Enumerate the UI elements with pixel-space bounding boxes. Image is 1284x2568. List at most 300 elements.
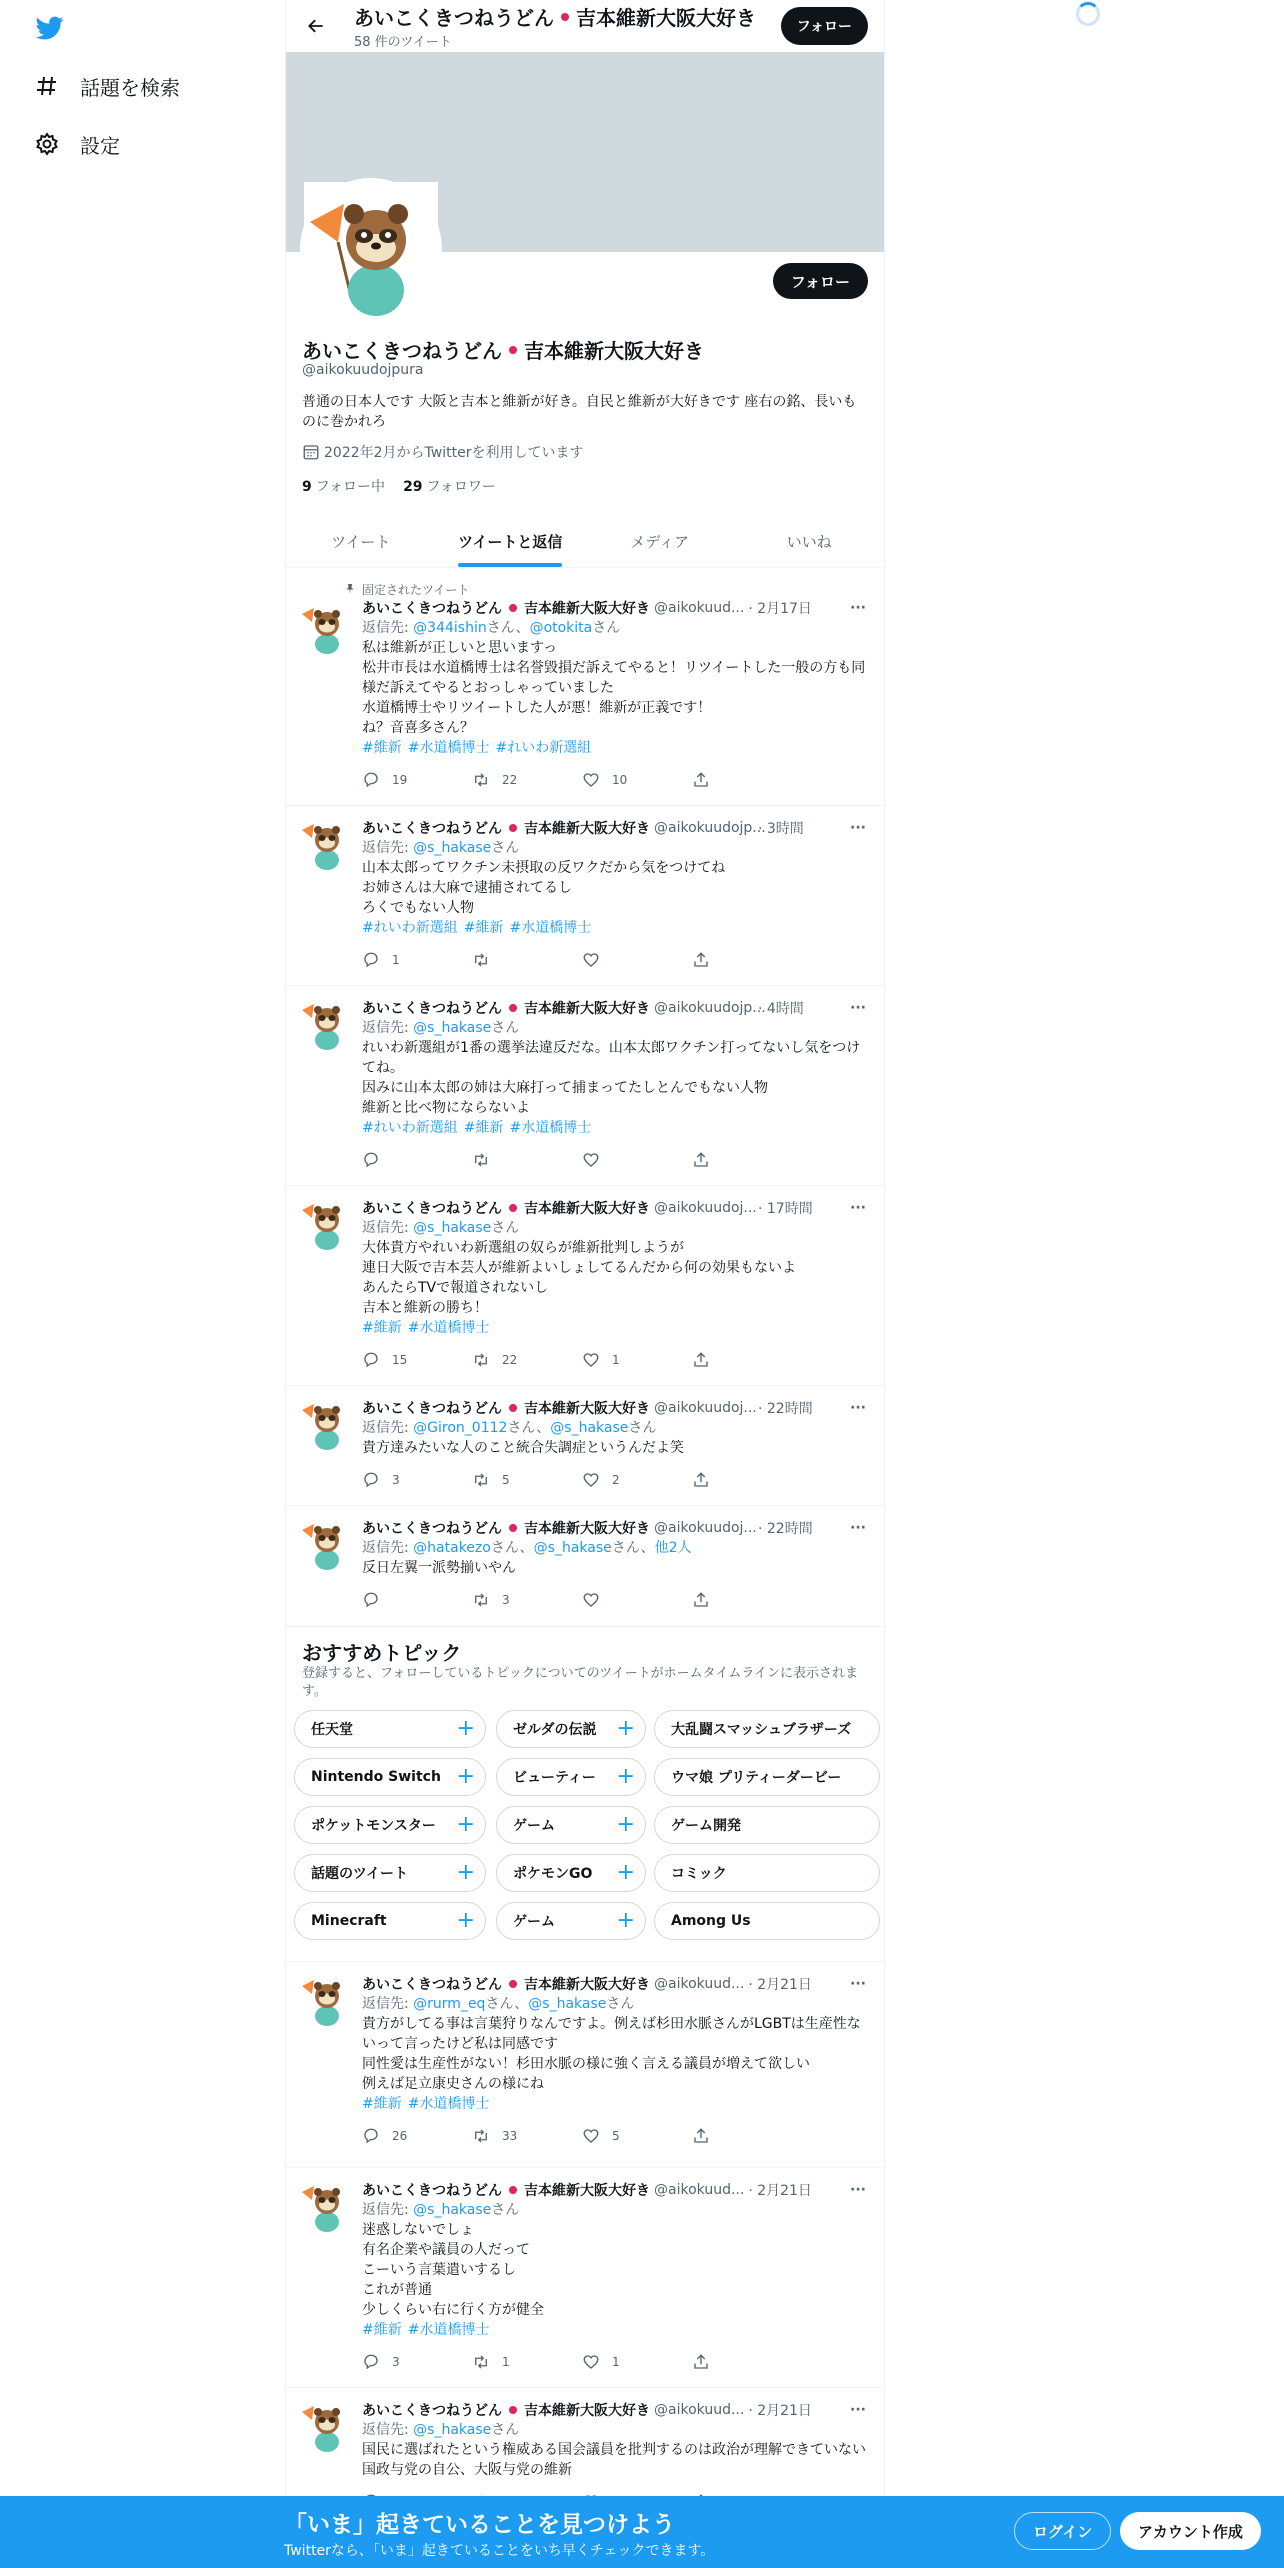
tweet-timestamp[interactable]: · 17時間 <box>758 1201 813 1217</box>
plus-icon[interactable]: + <box>456 1812 475 1837</box>
reply-to <box>362 1418 868 1438</box>
topic-chip[interactable] <box>294 1710 486 1748</box>
author-name-text: あいこくきつねうどん <box>362 601 502 617</box>
plus-icon[interactable]: + <box>616 1908 635 1933</box>
reply-to <box>362 618 868 638</box>
tweet-header <box>362 2400 868 2420</box>
gear-icon <box>34 131 60 157</box>
retweet-button[interactable] <box>472 1150 582 1170</box>
topic-chip-label: Minecraft <box>311 1913 387 1929</box>
tweet-header <box>362 1518 868 1538</box>
hashtag-link[interactable]: #維新 <box>362 2322 402 2338</box>
author-name[interactable] <box>362 1398 650 1418</box>
profile-bio: 普通の日本人です 大阪と吉本と維新が好き。自民と維新が大好きです 座右の銘、長いものに巻かれろ <box>302 394 857 430</box>
reply-separator: 、 <box>514 1996 529 2012</box>
profile-tabs <box>286 516 884 568</box>
hashtag-link[interactable]: #維新 <box>463 1120 504 1136</box>
topic-chip[interactable] <box>496 1854 646 1892</box>
like-button[interactable] <box>582 1150 692 1170</box>
more-options-icon[interactable]: ··· <box>850 600 866 616</box>
author-name-text: あいこくきつねうどん <box>362 1001 502 1017</box>
reply-to-san: さん <box>606 1996 635 2012</box>
loading-spinner-icon <box>1076 2 1100 26</box>
retweet-button[interactable] <box>472 2126 582 2146</box>
topic-chip[interactable] <box>654 1758 880 1796</box>
plus-icon[interactable]: + <box>616 1860 635 1885</box>
japan-flag-icon <box>506 1001 520 1015</box>
author-handle[interactable]: @aikokuud... <box>654 600 745 616</box>
author-name-text: あいこくきつねうどん <box>362 1521 502 1537</box>
tweet-actions <box>362 1150 802 1170</box>
profile-avatar[interactable] <box>300 178 442 320</box>
more-options-icon[interactable]: ··· <box>850 1976 866 1992</box>
reply-to-san: さん <box>485 1996 515 2012</box>
topics-subtitle: 登録すると、フォローしているトピックについてのツイートがホームタイムラインに表示されます。 <box>302 1666 859 1699</box>
avatar[interactable] <box>300 1198 350 1248</box>
share-icon <box>692 1351 710 1369</box>
pin-icon <box>336 583 362 595</box>
tweet-timestamp[interactable]: · 2月21日 <box>748 2403 812 2419</box>
reply-separator: 、 <box>515 620 530 636</box>
retweets-count: 22 <box>502 1353 518 1367</box>
reply-to <box>362 2420 868 2440</box>
hashtag-link[interactable]: #水道橋博士 <box>407 2096 490 2112</box>
reply-to-prefix: 返信先: <box>362 620 414 636</box>
heart-icon <box>582 951 600 969</box>
hashtags <box>362 2094 868 2114</box>
tweet-actions <box>362 1350 802 1370</box>
like-button[interactable] <box>582 1590 692 1610</box>
reply-to-user-link[interactable]: @s_hakase <box>413 1220 492 1236</box>
reply-to <box>362 838 868 858</box>
tweet[interactable] <box>286 568 884 806</box>
topic-chip-label: ウマ娘 プリティーダービー <box>671 1770 842 1786</box>
profile-joined <box>302 442 583 462</box>
japan-flag-icon <box>558 10 572 24</box>
tweet[interactable] <box>286 1506 884 1627</box>
twitter-logo-icon[interactable] <box>34 14 66 42</box>
author-name[interactable] <box>362 1518 650 1538</box>
share-icon <box>692 1591 710 1609</box>
nav-settings-label: 設定 <box>80 133 120 158</box>
retweet-icon <box>472 2353 490 2371</box>
tweet-actions <box>362 2126 802 2146</box>
replies-count: 3 <box>392 2355 400 2369</box>
profile-name-text: あいこくきつねうどん <box>302 339 502 363</box>
heart-icon <box>582 1151 600 1169</box>
topic-chip[interactable] <box>654 1710 880 1748</box>
share-icon <box>692 2353 710 2371</box>
topic-chip-label: 任天堂 <box>311 1722 353 1738</box>
retweet-icon <box>472 771 490 789</box>
plus-icon[interactable]: + <box>456 1860 475 1885</box>
plus-icon[interactable]: + <box>616 1764 635 1789</box>
tweet-text-line: 維新と比べ物にならないよ <box>362 1100 530 1116</box>
tweet-text-line: 貴方がしてる事は言葉狩りなんですよ。例えば杉田水脈さんがLGBTは生産性ないって言ったけど私は同感です <box>362 2016 861 2052</box>
tweet-header <box>362 1974 868 1994</box>
author-name-suffix: 吉本維新大阪大好き <box>524 1521 650 1537</box>
retweets-count: 5 <box>502 1473 510 1487</box>
author-name-text: あいこくきつねうどん <box>362 1201 502 1217</box>
pinned-label <box>336 580 868 598</box>
tweet-header <box>362 998 868 1018</box>
pinned-label-text: 固定されたツイート <box>362 582 470 597</box>
retweet-button[interactable] <box>472 1350 582 1370</box>
reply-to-user-link[interactable]: @s_hakase <box>413 2422 492 2438</box>
tweet-text-line: 山本太郎ってワクチン未摂取の反ワクだから気をつけてね <box>362 860 726 876</box>
hashtag-link[interactable]: #維新 <box>463 920 504 936</box>
tweet-header <box>362 598 868 618</box>
like-button[interactable] <box>582 1350 692 1370</box>
reply-to-san: さん <box>491 2202 520 2218</box>
following-label: フォロー中 <box>315 479 386 495</box>
reply-to-user-link[interactable]: @s_hakase <box>550 1420 629 1436</box>
topics-title: おすすめトピック <box>302 1641 462 1665</box>
topic-chip[interactable] <box>654 1902 880 1940</box>
retweets-count: 22 <box>502 773 518 787</box>
reply-button[interactable] <box>362 950 472 970</box>
reply-to-user-link[interactable]: @otokita <box>529 620 593 636</box>
hashtag-link[interactable]: #水道橋博士 <box>509 920 592 936</box>
plus-icon[interactable]: + <box>616 1716 635 1741</box>
reply-to-user-link[interactable]: @s_hakase <box>413 2202 492 2218</box>
signup-prompt-subtitle: Twitterなら、「いま」起きていることをいち早くチェックできます。 <box>284 2543 715 2559</box>
reply-to-user-link[interactable]: @s_hakase <box>413 840 492 856</box>
topic-chip-label: コミック <box>671 1866 727 1882</box>
topic-chip[interactable] <box>294 1806 486 1844</box>
header-follow-button[interactable]: フォロー <box>781 7 868 45</box>
author-handle[interactable]: @aikokuudojp... <box>654 1000 766 1016</box>
tweet-timestamp[interactable]: · 2月21日 <box>748 1977 812 1993</box>
more-options-icon[interactable]: ··· <box>850 1200 866 1216</box>
tweet-body <box>362 1518 868 1610</box>
tweet-actions <box>362 950 802 970</box>
author-handle[interactable]: @aikokuudojp... <box>654 820 766 836</box>
reply-to <box>362 1994 868 2014</box>
reply-icon <box>362 1591 380 1609</box>
tweet[interactable] <box>286 986 884 1186</box>
avatar[interactable] <box>300 2180 350 2230</box>
reply-button[interactable] <box>362 770 472 790</box>
replies-count: 3 <box>392 1473 400 1487</box>
share-button[interactable] <box>692 2126 802 2146</box>
reply-to-user-link[interactable]: @hatakezo <box>413 1540 491 1556</box>
like-button[interactable] <box>582 2126 692 2146</box>
login-button[interactable]: ログイン <box>1014 2512 1111 2550</box>
heart-icon <box>582 771 600 789</box>
japan-flag-icon <box>506 1201 520 1215</box>
author-name[interactable] <box>362 1198 650 1218</box>
tweet-body <box>362 1974 868 2146</box>
replies-count: 19 <box>392 773 408 787</box>
author-name[interactable] <box>362 598 650 618</box>
topic-chip[interactable] <box>496 1710 646 1748</box>
reply-icon <box>362 951 380 969</box>
tweet-timestamp[interactable]: · 2月17日 <box>748 601 812 617</box>
share-button[interactable] <box>692 1590 802 1610</box>
retweet-button[interactable] <box>472 950 582 970</box>
like-button[interactable] <box>582 770 692 790</box>
author-handle[interactable]: @aikokuud... <box>654 2402 745 2418</box>
share-button[interactable] <box>692 1150 802 1170</box>
tweet-actions <box>362 2352 802 2372</box>
header-name <box>354 2 774 31</box>
tweet-text-line: 有名企業や議員の人だって <box>362 2242 530 2258</box>
reply-icon <box>362 2127 380 2145</box>
heart-icon <box>582 1591 600 1609</box>
share-icon <box>692 951 710 969</box>
reply-to-san: さん <box>486 620 516 636</box>
author-name[interactable] <box>362 998 650 1018</box>
like-button[interactable] <box>582 1470 692 1490</box>
avatar[interactable] <box>300 998 350 1048</box>
avatar[interactable] <box>300 2400 350 2450</box>
likes-count: 1 <box>612 1353 620 1367</box>
japan-flag-icon <box>506 1521 520 1535</box>
profile-handle: @aikokuudojpura <box>302 362 424 378</box>
tweet-timestamp[interactable]: · 3時間 <box>758 821 804 837</box>
hashtag-link[interactable]: #維新 <box>362 2096 402 2112</box>
following-link[interactable] <box>302 476 385 496</box>
author-name-suffix: 吉本維新大阪大好き <box>524 2183 650 2199</box>
reply-to-user-link[interactable]: @s_hakase <box>528 1996 607 2012</box>
retweet-button[interactable] <box>472 1590 582 1610</box>
reply-to-user-link[interactable]: @s_hakase <box>533 1540 612 1556</box>
author-name-text: あいこくきつねうどん <box>362 2183 502 2199</box>
share-button[interactable] <box>692 950 802 970</box>
author-handle[interactable]: @aikokuudoj... <box>654 1400 757 1416</box>
avatar[interactable] <box>300 1974 350 2024</box>
tweet-timestamp[interactable]: · 22時間 <box>758 1521 813 1537</box>
share-icon <box>692 1471 710 1489</box>
hashtag-link[interactable]: #水道橋博士 <box>407 740 490 756</box>
reply-to <box>362 1218 868 1238</box>
japan-flag-icon <box>506 1401 520 1415</box>
tweet[interactable] <box>286 1186 884 1386</box>
tweet-actions <box>362 770 802 790</box>
retweet-icon <box>472 951 490 969</box>
more-options-icon[interactable]: ··· <box>850 2402 866 2418</box>
tweet-text-line: 少しくらい右に行く方が健全 <box>362 2302 544 2318</box>
tweet-text-line: 国政与党の自公、大阪与党の維新 <box>362 2462 572 2478</box>
author-handle[interactable]: @aikokuudoj... <box>654 1520 757 1536</box>
header-tweet-count: 58 件のツイート <box>354 35 452 50</box>
likes-count: 2 <box>612 1473 620 1487</box>
hashtag-link[interactable]: #れいわ新選組 <box>362 1120 458 1136</box>
arrow-left-icon <box>306 16 326 36</box>
tweet-text-line: これが普通 <box>362 2282 432 2298</box>
topic-chip-label: 大乱闘スマッシュブラザーズ <box>671 1722 852 1738</box>
heart-icon <box>582 1351 600 1369</box>
reply-icon <box>362 1351 380 1369</box>
tab-tweets[interactable]: ツイート <box>331 533 391 551</box>
topic-chip[interactable] <box>654 1806 880 1844</box>
japan-flag-icon <box>506 343 520 357</box>
avatar[interactable] <box>300 1398 350 1448</box>
reply-button[interactable] <box>362 1470 472 1490</box>
hashtag-link[interactable]: #れいわ新選組 <box>362 920 458 936</box>
share-button[interactable] <box>692 1470 802 1490</box>
tweet-timestamp[interactable]: · 2月21日 <box>748 2183 812 2199</box>
topic-chip-label: ゲーム <box>513 1818 555 1834</box>
share-button[interactable] <box>692 770 802 790</box>
reply-to-prefix: 返信先: <box>362 2202 414 2218</box>
like-button[interactable] <box>582 950 692 970</box>
recommended-topics <box>286 1627 884 1962</box>
tweet[interactable] <box>286 1962 884 2168</box>
tweet[interactable] <box>286 806 884 986</box>
topic-chip-label: 話題のツイート <box>311 1866 409 1882</box>
profile-joined-text: 2022年2月からTwitterを利用しています <box>324 445 584 461</box>
share-icon <box>692 771 710 789</box>
hashtag-link[interactable]: #れいわ新選組 <box>495 740 592 756</box>
tab-likes[interactable]: いいね <box>786 533 832 551</box>
reply-to-san: さん <box>592 620 621 636</box>
tweet-body <box>362 1398 868 1490</box>
tweet-text-line: 水道橋博士やリツイートした人が悪！維新が正義です！ <box>362 700 712 716</box>
topic-chip[interactable] <box>654 1854 880 1892</box>
reply-to-prefix: 返信先: <box>362 1540 414 1556</box>
author-name-suffix: 吉本維新大阪大好き <box>524 601 650 617</box>
topic-chip[interactable] <box>294 1902 486 1940</box>
topic-chip[interactable] <box>496 1902 646 1940</box>
tweet-text-line: 大体貴方やれいわ新選組の奴らが維新批判しようが <box>362 1240 684 1256</box>
author-name[interactable] <box>362 818 650 838</box>
tweet-timestamp[interactable]: · 22時間 <box>758 1401 813 1417</box>
reply-to-user-link[interactable]: @rurm_eq <box>413 1996 486 2012</box>
retweets-count: 1 <box>502 2355 510 2369</box>
hashtag-link[interactable]: #維新 <box>362 740 402 756</box>
plus-icon[interactable]: + <box>456 1908 475 1933</box>
share-button[interactable] <box>692 2352 802 2372</box>
share-button[interactable] <box>692 1350 802 1370</box>
avatar[interactable] <box>300 602 350 652</box>
followers-link[interactable] <box>403 476 496 496</box>
reply-to <box>362 2200 868 2220</box>
profile-follow-stats <box>302 476 496 496</box>
author-name[interactable] <box>362 2400 650 2420</box>
hashtag-link[interactable]: #維新 <box>362 1320 402 1336</box>
reply-icon <box>362 2353 380 2371</box>
tweet-body <box>362 2180 868 2372</box>
calendar-icon <box>302 443 320 461</box>
retweet-button[interactable] <box>472 770 582 790</box>
reply-button[interactable] <box>362 1350 472 1370</box>
retweets-count: 3 <box>502 1593 510 1607</box>
topic-chip[interactable] <box>294 1854 486 1892</box>
retweet-icon <box>472 2127 490 2145</box>
retweet-icon <box>472 1151 490 1169</box>
reply-to-prefix: 返信先: <box>362 1020 414 1036</box>
reply-to-user-link[interactable]: @Giron_0112 <box>413 1420 508 1436</box>
hashtag-link[interactable]: #水道橋博士 <box>407 2322 490 2338</box>
hashtags <box>362 918 868 938</box>
tweet-text-line: こーいう言葉遣いするし <box>362 2262 516 2278</box>
topic-chip-label: ゼルダの伝説 <box>513 1722 597 1738</box>
tweet-text-line: ね？音喜多さん？ <box>362 720 474 736</box>
author-name-suffix: 吉本維新大阪大好き <box>524 2403 650 2419</box>
reply-to-user-link[interactable]: @s_hakase <box>413 1020 492 1036</box>
reply-to-prefix: 返信先: <box>362 840 414 856</box>
avatar[interactable] <box>300 1518 350 1568</box>
plus-icon[interactable]: + <box>456 1764 475 1789</box>
retweet-button[interactable] <box>472 2352 582 2372</box>
reply-button[interactable] <box>362 1150 472 1170</box>
like-button[interactable] <box>582 2352 692 2372</box>
author-name[interactable] <box>362 2180 650 2200</box>
hashtag-link[interactable]: #水道橋博士 <box>407 1320 490 1336</box>
topic-chip[interactable] <box>496 1806 646 1844</box>
more-options-icon[interactable]: ··· <box>850 1400 866 1416</box>
more-options-icon[interactable]: ··· <box>850 1000 866 1016</box>
nav-settings[interactable] <box>34 126 120 162</box>
tweet-text-line: 因みに山本太郎の姉は大麻打って捕まってたしとんでもない人物 <box>362 1080 768 1096</box>
tab-media[interactable]: メディア <box>630 533 690 551</box>
topic-chip[interactable] <box>294 1758 486 1796</box>
tweet-text-line: 同性愛は生産性がない！杉田水脈の様に強く言える議員が増えて欲しい <box>362 2056 810 2072</box>
tweet-text-line: 吉本と維新の勝ち！ <box>362 1300 488 1316</box>
reply-to-prefix: 返信先: <box>362 1996 414 2012</box>
reply-button[interactable] <box>362 2352 472 2372</box>
tweet[interactable] <box>286 1386 884 1506</box>
tweet-header <box>362 2180 868 2200</box>
signup-prompt-title: 「いま」起きていることを見つけよう <box>284 2512 675 2538</box>
reply-to-prefix: 返信先: <box>362 1420 414 1436</box>
reply-to-san: さん <box>507 1420 537 1436</box>
reply-button[interactable] <box>362 2126 472 2146</box>
author-name[interactable] <box>362 1974 650 1994</box>
reply-to-user-link[interactable]: @344ishin <box>413 620 487 636</box>
replies-count: 26 <box>392 2129 408 2143</box>
topic-chip-label: Among Us <box>671 1913 751 1929</box>
hashtag-link[interactable]: #水道橋博士 <box>509 1120 592 1136</box>
nav-explore[interactable] <box>34 68 180 104</box>
tweet-text-line: 連日大阪で吉本芸人が維新よいしょしてるんだから何の効果もないよ <box>362 1260 796 1276</box>
reply-button[interactable] <box>362 1590 472 1610</box>
author-handle[interactable]: @aikokuudoj... <box>654 1200 757 1216</box>
reply-to-others-link[interactable]: 他2人 <box>654 1540 692 1556</box>
author-handle[interactable]: @aikokuud... <box>654 1976 745 1992</box>
author-handle[interactable]: @aikokuud... <box>654 2182 745 2198</box>
hashtags <box>362 1118 868 1138</box>
plus-icon[interactable]: + <box>456 1716 475 1741</box>
header-name-suffix: 吉本維新大阪大好き <box>576 6 756 30</box>
avatar[interactable] <box>300 818 350 868</box>
reply-to-san: さん <box>611 1540 641 1556</box>
followers-label: フォロワー <box>426 479 496 495</box>
profile-column <box>285 0 885 2568</box>
more-options-icon[interactable]: ··· <box>850 1520 866 1536</box>
topic-chip[interactable] <box>496 1758 646 1796</box>
profile-name <box>302 335 704 364</box>
back-button[interactable] <box>298 8 334 44</box>
plus-icon[interactable]: + <box>616 1812 635 1837</box>
author-name-suffix: 吉本維新大阪大好き <box>524 1001 650 1017</box>
tweet[interactable] <box>286 2168 884 2388</box>
header-name-text: あいこくきつねうどん <box>354 6 554 30</box>
tweet-actions <box>362 1590 802 1610</box>
signup-button[interactable]: アカウント作成 <box>1120 2512 1261 2550</box>
more-options-icon[interactable]: ··· <box>850 820 866 836</box>
more-options-icon[interactable]: ··· <box>850 2182 866 2198</box>
tab-tweets-and-replies[interactable]: ツイートと返信 <box>436 516 586 567</box>
heart-icon <box>582 2353 600 2371</box>
retweet-button[interactable] <box>472 1470 582 1490</box>
tweet-timestamp[interactable]: · 4時間 <box>758 1001 804 1017</box>
hashtags <box>362 738 868 758</box>
profile-follow-button[interactable]: フォロー <box>773 263 868 299</box>
tweet-header <box>362 1398 868 1418</box>
